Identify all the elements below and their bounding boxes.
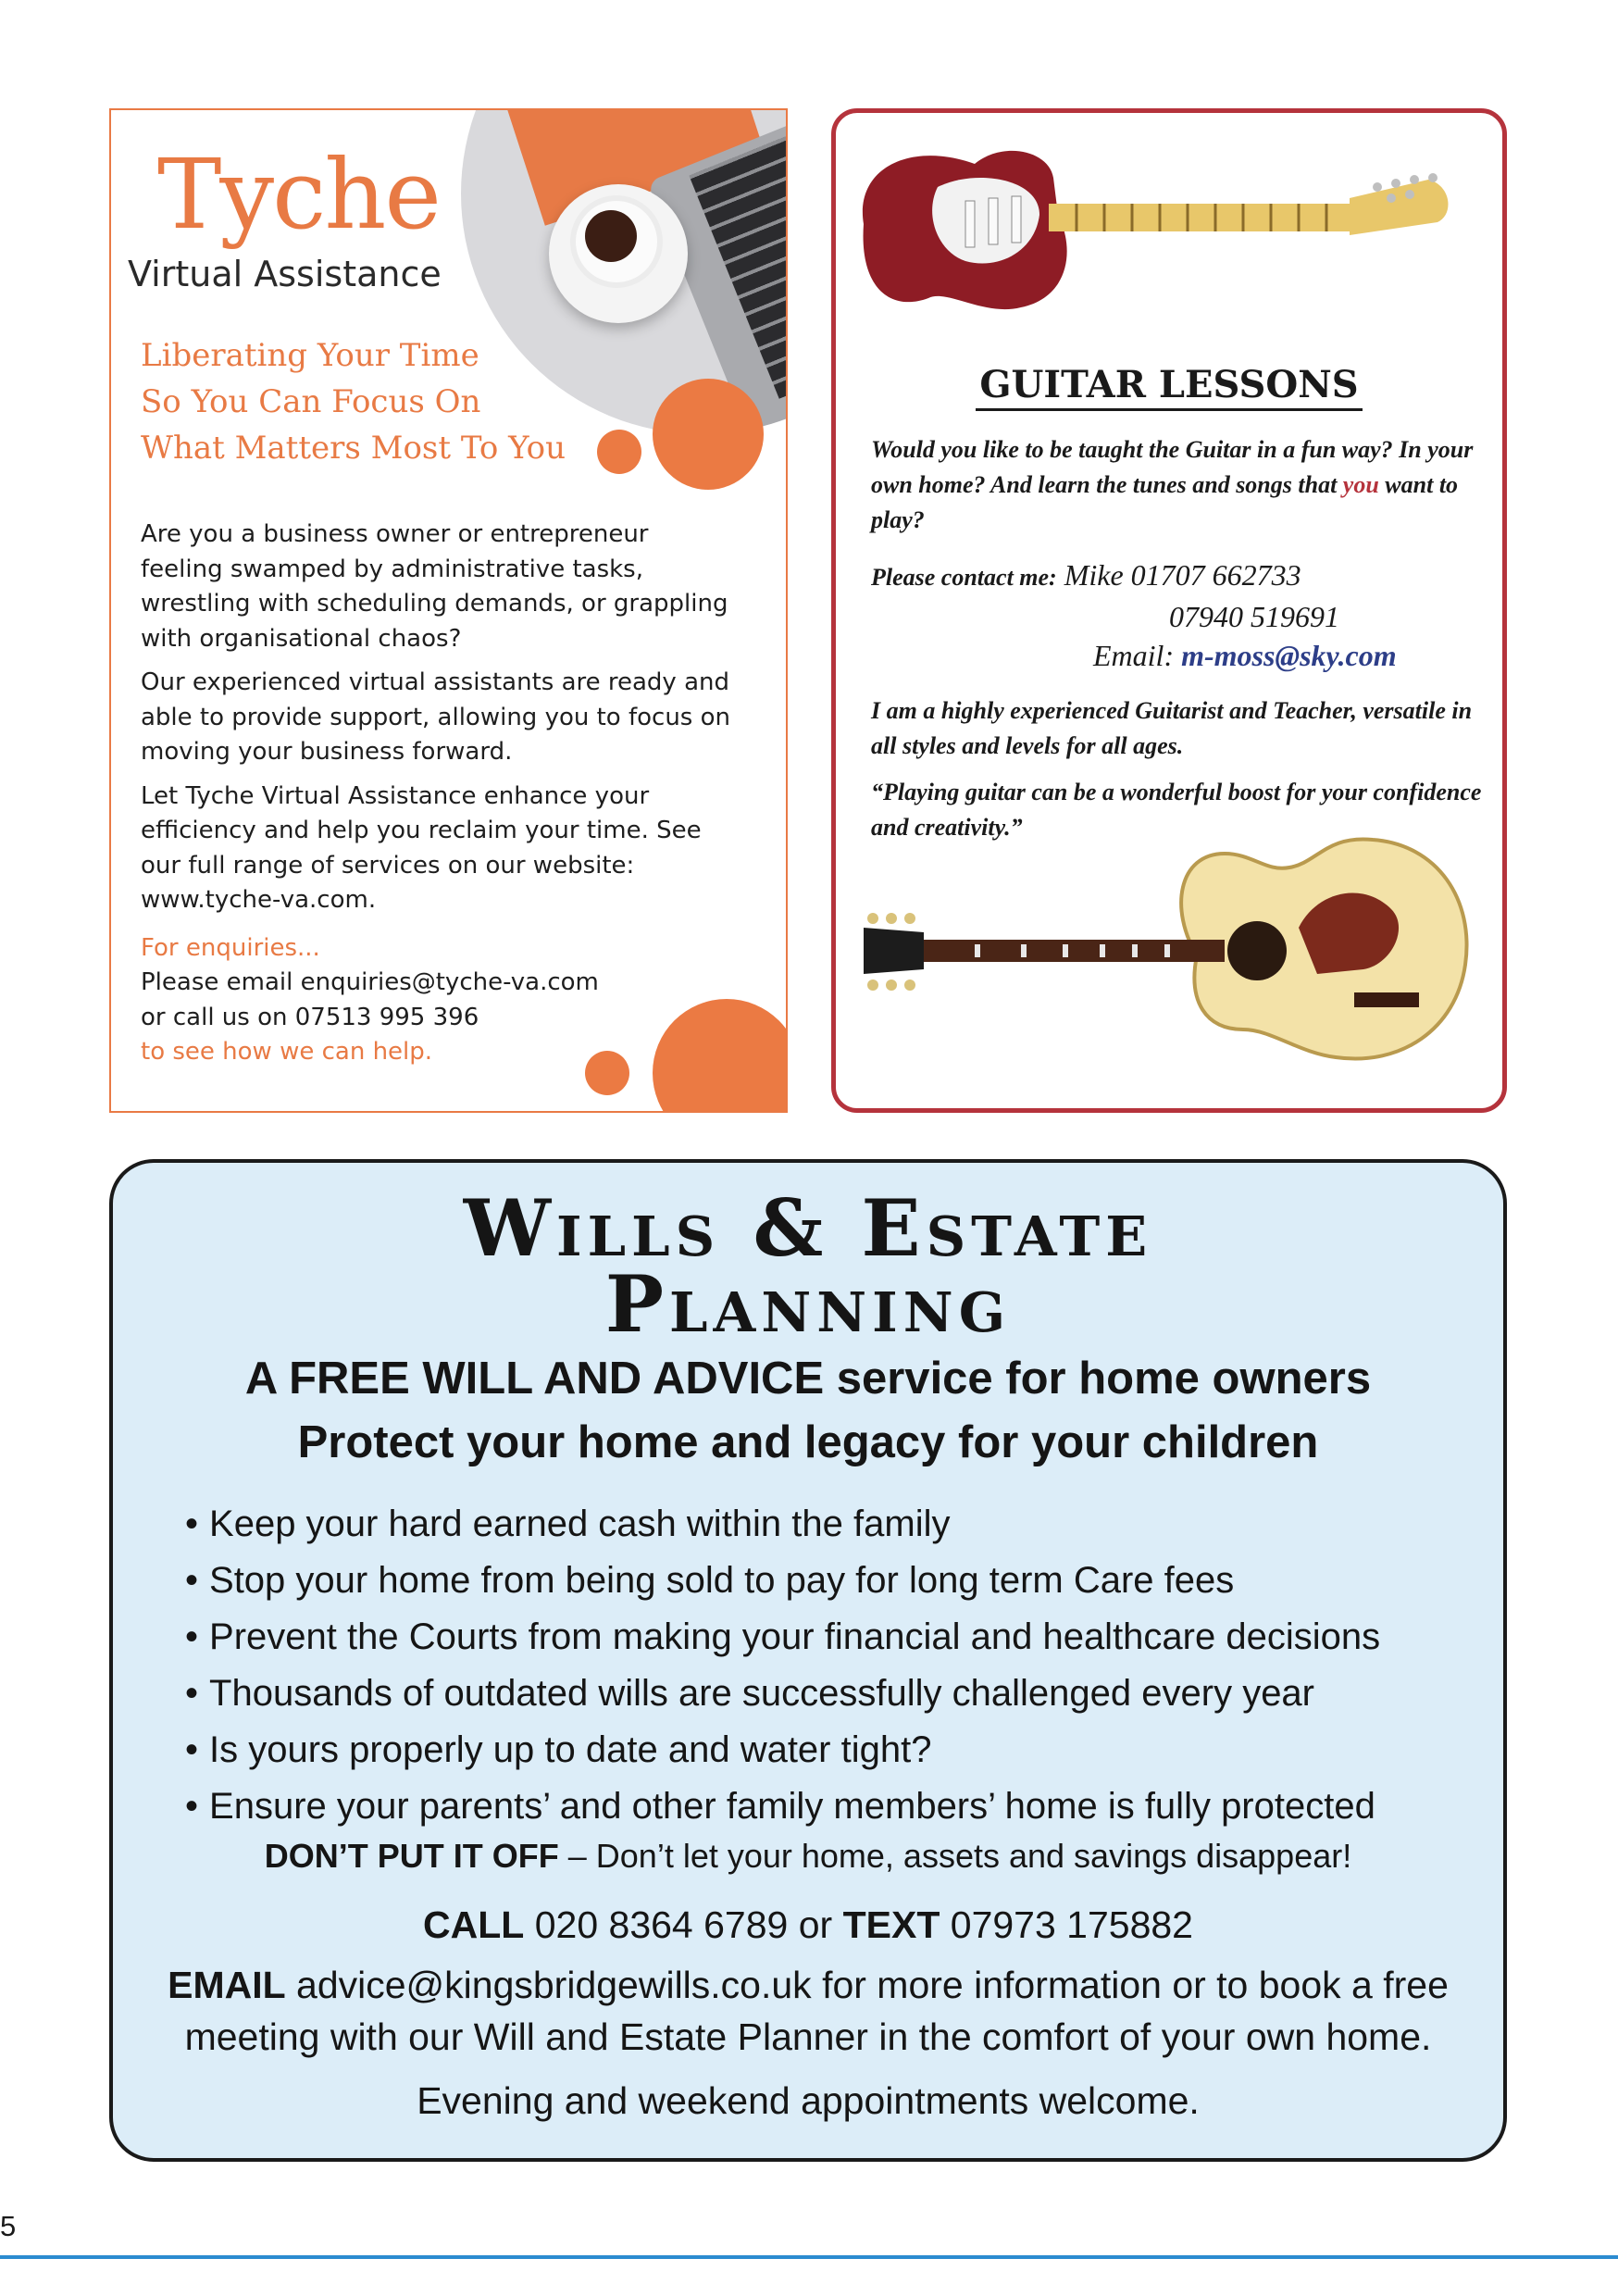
- wills-bullet-list: [185, 1496, 1481, 1835]
- tyche-paragraph: Let Tyche Virtual Assistance enhance your efficiency and help you reclaim your time. See our full range of services on our website: www.tyche-va.com.: [141, 781, 702, 914]
- call-number[interactable]: 020 8364 6789 or: [524, 1903, 843, 1946]
- enquiries-call: or call us on 07513 995 396: [141, 1003, 479, 1031]
- tyche-logo-word: Tyche: [157, 138, 440, 251]
- decor-dot-large: [653, 379, 764, 490]
- guitar-contact: [871, 555, 1491, 675]
- coffee-image: [585, 210, 637, 262]
- guitar-lessons-advert: [831, 108, 1507, 1113]
- tagline-line: So You Can Focus On: [141, 383, 481, 420]
- list-item: • Ensure your parents’ and other family members’ home is fully protected: [185, 1778, 1481, 1835]
- tagline-line: Liberating Your Time: [141, 337, 479, 374]
- wills-email-label: EMAIL: [168, 1964, 286, 2006]
- enquiries-heading: For enquiries...: [141, 933, 320, 962]
- tagline-line: What Matters Most To You: [141, 430, 566, 467]
- wills-subtitle1: A FREE WILL AND ADVICE service for home owners: [244, 1354, 1372, 1404]
- guitar-quote: “Playing guitar can be a wonderful boost for your confidence and creativity.”: [871, 779, 1482, 841]
- contact-phone2: 07940 519691: [1169, 600, 1339, 633]
- tyche-body: [141, 518, 733, 1070]
- page-number: 5: [0, 2203, 1618, 2255]
- call-text-line: [113, 1903, 1503, 1947]
- wills-email-rest2: meeting with our Will and Estate Planner in the comfort of your own home.: [184, 2015, 1432, 2058]
- guitar-email[interactable]: m-moss@sky.com: [1181, 639, 1397, 672]
- contact-name-phone: Mike 01707 662733: [1064, 558, 1301, 592]
- dont-put-off-rest: – Don’t let your home, assets and savings disappear!: [558, 1837, 1352, 1875]
- intro-highlight: you: [1342, 471, 1379, 498]
- acoustic-guitar-icon: [864, 839, 1467, 1058]
- call-label: CALL: [423, 1903, 525, 1946]
- guitar-lessons-title: [836, 363, 1502, 406]
- text-label: TEXT: [842, 1903, 940, 1946]
- list-item: • Is yours properly up to date and water tight?: [185, 1722, 1481, 1778]
- evening-line: Evening and weekend appointments welcome.: [417, 2079, 1200, 2122]
- dont-put-off-bold: DON’T PUT IT OFF: [264, 1837, 559, 1875]
- contact-label: Please contact me:: [871, 564, 1057, 591]
- guitar-experience: I am a highly experienced Guitarist and Teacher, versatile in all styles and levels for all ages.: [871, 697, 1473, 759]
- email-lines: [113, 1959, 1503, 2063]
- tyche-paragraph: Our experienced virtual assistants are ready and able to provide support, allowing you to focus on moving your business forward.: [141, 668, 730, 766]
- tyche-advert: [109, 108, 788, 1113]
- enquiries-close: to see how we can help.: [141, 1038, 433, 1066]
- dont-put-off-line: [113, 1837, 1503, 1876]
- tyche-tagline: [141, 332, 622, 471]
- list-item: • Keep your hard earned cash within the family: [185, 1496, 1481, 1553]
- list-item: • Prevent the Courts from making your financial and healthcare decisions: [185, 1609, 1481, 1666]
- wills-title-line2: Planning: [604, 1258, 1012, 1350]
- enquiries-email: Please email enquiries@tyche-va.com: [141, 968, 599, 996]
- wills-email-rest1[interactable]: advice@kingsbridgewills.co.uk for more information or to book a free: [285, 1964, 1449, 2006]
- intro-after: want to play?: [871, 471, 1459, 533]
- text-number[interactable]: 07973 175882: [940, 1903, 1193, 1946]
- tyche-paragraph: Are you a business owner or entrepreneur feeling swamped by administrative tasks, wrestling with scheduling demands, or grappling with organisational chaos?: [141, 520, 728, 653]
- list-item: • Stop your home from being sold to pay for long term Care fees: [185, 1553, 1481, 1609]
- electric-guitar-icon: [863, 151, 1449, 309]
- intro-before: Would you like to be taught the Guitar in a fun way? In your own home? And learn the tunes and songs that: [871, 436, 1474, 498]
- email-label: Email:: [1093, 639, 1175, 672]
- guitar-intro: [871, 432, 1491, 538]
- wills-title: [113, 1182, 1503, 1350]
- wills-subtitle2: Protect your home and legacy for your children: [297, 1417, 1319, 1467]
- list-item: • Thousands of outdated wills are successfully challenged every year: [185, 1666, 1481, 1722]
- tyche-logo-subtitle: Virtual Assistance: [128, 254, 442, 294]
- wills-estate-advert: [109, 1159, 1507, 2162]
- wills-title-line1: Wills & Estate: [463, 1182, 1153, 1274]
- guitar-title-text: GUITAR LESSONS: [976, 363, 1362, 411]
